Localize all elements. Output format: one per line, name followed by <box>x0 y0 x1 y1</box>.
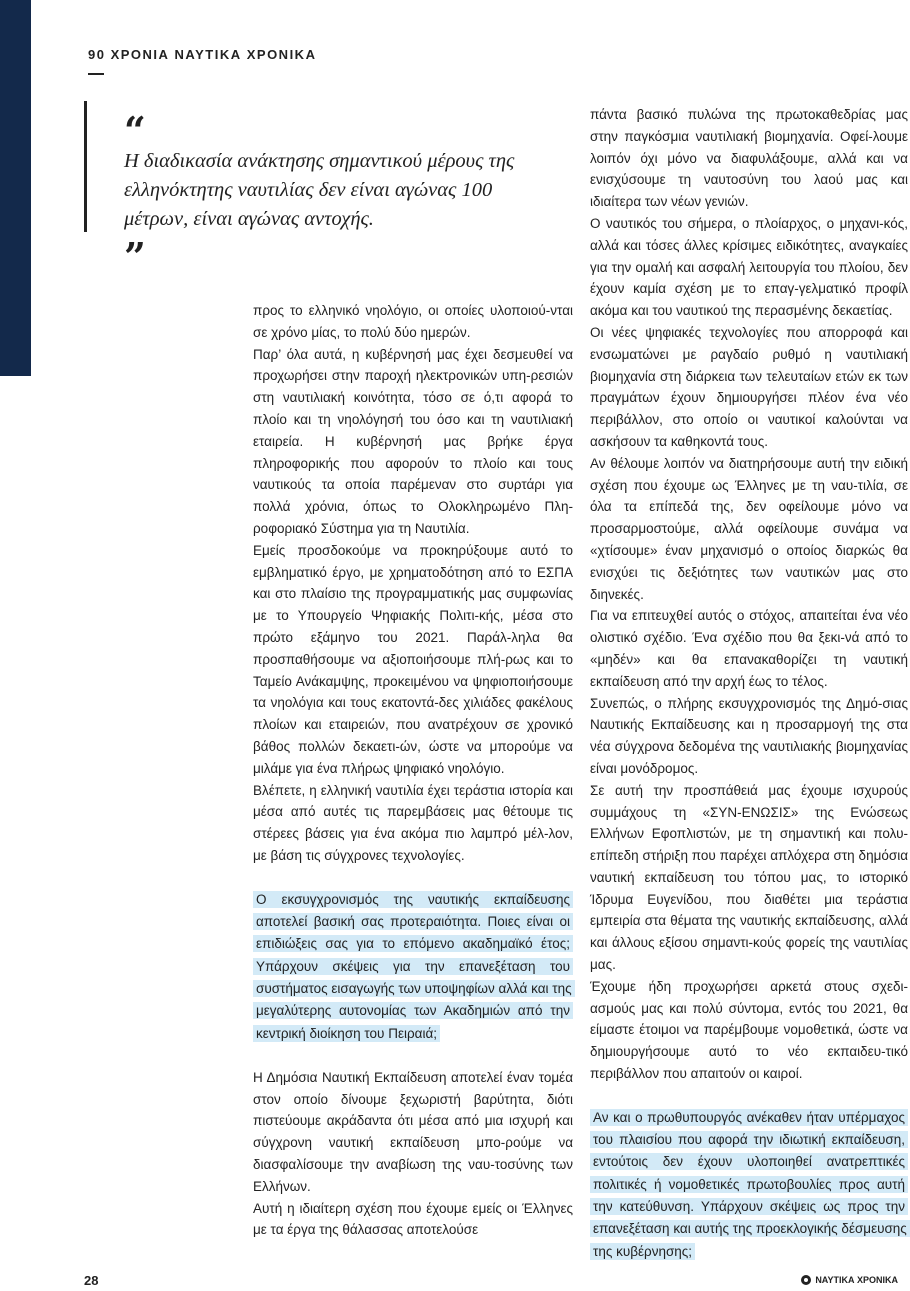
paragraph: Η Δημόσια Ναυτική Εκπαίδευση αποτελεί έναν τομέα στον οποίο δίνουμε ξεχωριστή βαρύτητα, διότι πιστεύουμε ακράδαντα ότι μέσα από μια ισχυρή και σύγχρονη ναυτική εκπαίδευση μπο-ρούμε να διασφαλίσουμε την αναβίωση της ναυ-τοσύνης των Ελλήνων. <box>253 1069 573 1194</box>
header-rule <box>88 73 104 75</box>
page-number: 28 <box>84 1273 99 1288</box>
paragraph: Εμείς προσδοκούμε να προκηρύξουμε αυτό το εμβληματικό έργο, με χρηματοδότηση από το ΕΣΠΑ και στο πλαίσιο της προγραμματικής μας συμφωνίας με το Υπουργείο Ψηφιακής Πολιτι-κής, μέσα στο πρώτο εξάμηνο του 2021. Παράλ-ληλα θα προσπαθήσουμε να αξιοποιήσουμε πλή-ρως και το Ταμείο Ανάκαμψης, προκειμένου να ψηφιοποιήσουμε τα νηολόγια και τους εκατοντά-δες χιλιάδες φακέλους πλοίων και εταιρειών, που ανατρέχουν σε χρονικό βάθος πολλών δεκαετι-ών, ώστε να μπορούμε να μιλάμε για ένα πλήρως ψηφιακό νηολόγιο. <box>253 542 573 776</box>
paragraph: Οι νέες ψηφιακές τεχνολογίες που απορροφά και ενσωματώνει με ραγδαίο ρυθμό η ναυτιλιακή βιομηχανία στη διάρκεια των τελευταίων ετών εκ των πραγμάτων έχουν δημιουργήσει πλέον ένα νέο περιβάλλον, στο οποίο οι ναυτικοί καλούνται να ασκήσουν τα καθηκοντά τους. <box>590 324 908 449</box>
paragraph: προς το ελληνικό νηολόγιο, οι οποίες υλοποιού-νται σε χρόνο μίας, το πολύ δύο ημερών. <box>253 303 573 340</box>
spacer <box>590 1085 908 1107</box>
paragraph: Σε αυτή την προσπάθειά μας έχουμε ισχυρούς συμμάχους τη «ΣΥΝ-ΕΝΩΣΙΣ» της Ενώσεως Ελλήνων Εφοπλιστών, με τη σημαντική και πολυ-επίπεδη στήριξη που παρέχει απλόχερα στη δημόσια ναυτική εκπαίδευση του τόπου μας, το ιστορικό Ίδρυμα Ευγενίδου, που διαθέτει μια τεράστια εμπειρία στα θέματα της ναυτικής εκπαίδευσης, αλλά και άλλους εξίσου σημαντι-κούς φορείς της ναυτιλίας μας. <box>590 782 908 973</box>
spacer <box>253 867 573 889</box>
spacer <box>253 1045 573 1067</box>
paragraph: πάντα βασικό πυλώνα της πρωτοκαθεδρίας μας στην παγκόσμια ναυτιλιακή βιομηχανία. Οφεί-λουμε λοιπόν όχι μόνο να διαφυλάξουμε, αλλά και να ενισχύσουμε τη ναυτοσύνη του λαού μας και ιδιαίτερα των νέων γενιών. <box>590 107 908 210</box>
paragraph: Αυτή η ιδιαίτερη σχέση που έχουμε εμείς οι Έλληνες με τα έργα της θάλασσας αποτελούσε <box>253 1200 573 1238</box>
right-column <box>590 104 908 1263</box>
paragraph: Συνεπώς, ο πλήρης εκσυγχρονισμός της Δημό-σιας Ναυτικής Εκπαίδευσης και η προσαρμογή της στα νέα σύγχρονα δεδομένα της ναυτιλιακής βιομηχανίας είναι μονόδρομος. <box>590 695 908 776</box>
pull-quote: Η διαδικασία ανάκτησης σημαντικού μέρους της ελληνόκτητης ναυτιλίας δεν είναι αγώνας 100 μέτρων, είναι αγώνας αντοχής. <box>124 150 515 230</box>
paragraph: Αν θέλουμε λοιπόν να διατηρήσουμε αυτή την ειδική σχέση που έχουμε ως Έλληνες με τη ναυ-τιλία, σε όλα τα επίπεδά της, δεν οφείλουμε μόνο να προσαρμοστούμε, αλλά οφείλουμε συνάμα να «χτίσουμε» έναν μηχανισμό ο οποίος διαρκώς θα ενισχύει τις δεξιότητες των ναυτικών μας στο διηνεκές. <box>590 455 908 602</box>
brand-name: ΝΑΥΤΙΚΑ ΧΡΟΝΙΚΑ <box>815 1275 898 1285</box>
paragraph: Για να επιτευχθεί αυτός ο στόχος, απαιτείται ένα νέο ολιστικό σχέδιο. Ένα σχέδιο που θα ξεκι-νά από το «μηδέν» και θα επανακαθορίζει τη ναυτική εκπαίδευση από την αρχή έως το τέλος. <box>590 608 908 689</box>
sidebar-accent-bar <box>0 0 31 376</box>
interview-question <box>253 889 573 1045</box>
paragraph: Βλέπετε, η ελληνική ναυτιλία έχει τεράστια ιστορία και μέσα από αυτές τις παρεμβάσεις μας θέτουμε τις στέρεες βάσεις για ένα ακόμα πιο λαμπρό μέλ-λον, με βάση τις σύγχρονες τεχνολογίες. <box>253 782 573 863</box>
question-highlight: Αν και ο πρωθυπουργός ανέκαθεν ήταν υπέρμαχος του πλαισίου που αφορά την ιδιωτική εκπαίδευση, εντούτοις δεν έχουν υλοποιηθεί ανατρεπτικές πολιτικές ή νομοθετικές πρωτοβουλίες προς αυτή την κατεύθυνση. Υπάρχουν σκέψεις ως προς την επανεξέταση και αυτής της προεκλογικής δέσμευσης της κυβέρνησης; <box>590 1109 910 1260</box>
footer-brand <box>801 1275 898 1285</box>
question-highlight: Ο εκσυγχρονισμός της ναυτικής εκπαίδευσης αποτελεί βασική σας προτεραιότητα. Ποιες είναι οι επιδιώξεις σας για το επόμενο ακαδημαϊκό έτος; Υπάρχουν σκέψεις για την επανεξέταση του συστήματος εισαγωγής των υποψηφίων αλλά και της μεγαλύτερης αυτονομίας των Ακαδημιών από την κεντρική διοίκηση του Πειραιά; <box>253 891 575 1042</box>
open-quote-icon: “ <box>124 108 146 153</box>
running-header: 90 ΧΡΟΝΙΑ ΝΑΥΤΙΚΑ ΧΡΟΝΙΚΑ <box>88 47 317 62</box>
paragraph: Ο ναυτικός του σήμερα, ο πλοίαρχος, ο μηχανι-κός, αλλά και τόσες άλλες κρίσιμες ειδικότητες, αναγκαίες για την ομαλή και ασφαλή λειτουργία του πλοίου, δεν έχουν καμία σχέση με το επαγ-γελματικό προφίλ ακόμα και του ναυτικού της περασμένης δεκαετίας. <box>590 215 908 319</box>
interview-question <box>590 1107 908 1263</box>
brand-logo-icon <box>801 1275 811 1285</box>
pull-quote-rule <box>84 101 87 232</box>
paragraph: Έχουμε ήδη προχωρήσει αρκετά στους σχεδι-ασμούς μας και πολύ σύντομα, εντός του 2021, θα είμαστε έτοιμοι να παρέμβουμε νομοθετικά, ώστε να δημιουργήσουμε αυτό το νέο εκπαιδευ-τικό περιβάλλον που απαιτούν οι καιροί. <box>590 978 908 1082</box>
close-quote-icon: ” <box>124 234 146 279</box>
left-column <box>253 300 573 1241</box>
paragraph: Παρ’ όλα αυτά, η κυβέρνησή μας έχει δεσμευθεί να προχωρήσει στην παροχή ηλεκτρονικών υπη-ρεσιών στη ναυτιλιακή κοινότητα, τόσο σε ό,τι αφορά το πλοίο και τη νηολόγησή του όσο και τη ναυτιλιακή εταιρεία. Η κυβέρνησή μας βρήκε έργα πληροφορικής που αφορούν το πλοίο και τους ναυτικούς τα οποία παρέμεναν στο συρτάρι για πολλά χρόνια, όπως το Ολοκληρωμένο Πλη-ροφοριακό Σύστημα για τη Ναυτιλία. <box>253 346 573 536</box>
